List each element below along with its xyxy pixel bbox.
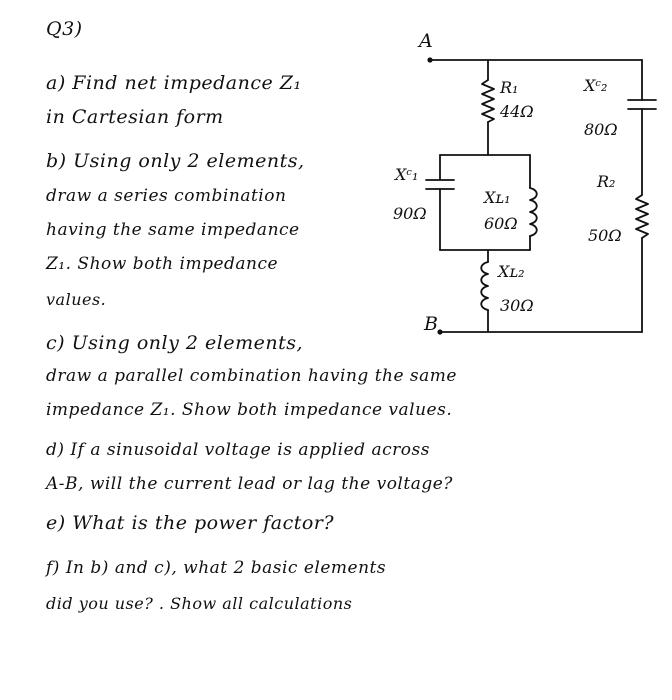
part-b-line-2: draw a series combination xyxy=(46,186,287,206)
part-c-line-3: impedance Z₁. Show both impedance values. xyxy=(46,400,453,420)
part-d-line-2: A-B, will the current lead or lag the voltage? xyxy=(46,474,453,494)
r1-value: 44Ω xyxy=(500,102,534,121)
resistor-r1-symbol xyxy=(482,80,494,122)
r1-name: R₁ xyxy=(500,78,519,97)
xl2-value: 30Ω xyxy=(500,296,534,315)
inductor-xl1-symbol xyxy=(530,188,537,236)
part-d-line-1: d) If a sinusoidal voltage is applied across xyxy=(46,440,430,460)
xc2-value: 80Ω xyxy=(584,120,618,139)
part-b-line-4: Z₁. Show both impedance xyxy=(46,254,279,274)
question-number: Q3) xyxy=(46,18,83,40)
part-a-line-1: a) Find net impedance Z₁ xyxy=(46,72,302,94)
part-a-line-2: in Cartesian form xyxy=(46,106,224,128)
part-b-line-1: b) Using only 2 elements, xyxy=(46,150,305,172)
xl1-value: 60Ω xyxy=(484,214,518,233)
xc1-name: Xᶜ₁ xyxy=(395,165,419,184)
part-b-line-5: values. xyxy=(46,290,107,309)
xl1-name: Xʟ₁ xyxy=(484,188,511,207)
r2-value: 50Ω xyxy=(588,226,622,245)
terminal-b-dot xyxy=(437,329,442,334)
xc1-value: 90Ω xyxy=(393,204,427,223)
part-c-line-2: draw a parallel combination having the same xyxy=(46,366,457,386)
xc2-name: Xᶜ₂ xyxy=(584,76,608,95)
xl2-name: Xʟ₂ xyxy=(498,262,525,281)
part-e-line-1: e) What is the power factor? xyxy=(46,512,335,534)
part-f-line-1: f) In b) and c), what 2 basic elements xyxy=(46,558,387,578)
part-c-line-1: c) Using only 2 elements, xyxy=(46,332,304,354)
part-b-line-3: having the same impedance xyxy=(46,220,300,240)
node-a-label: A xyxy=(419,30,433,52)
r2-name: R₂ xyxy=(597,172,616,191)
terminal-a-dot xyxy=(427,57,432,62)
part-f-line-2: did you use? . Show all calculations xyxy=(46,594,353,613)
inductor-xl2-symbol xyxy=(481,262,488,310)
node-b-label: B xyxy=(424,313,438,335)
resistor-r2-symbol xyxy=(636,195,648,238)
